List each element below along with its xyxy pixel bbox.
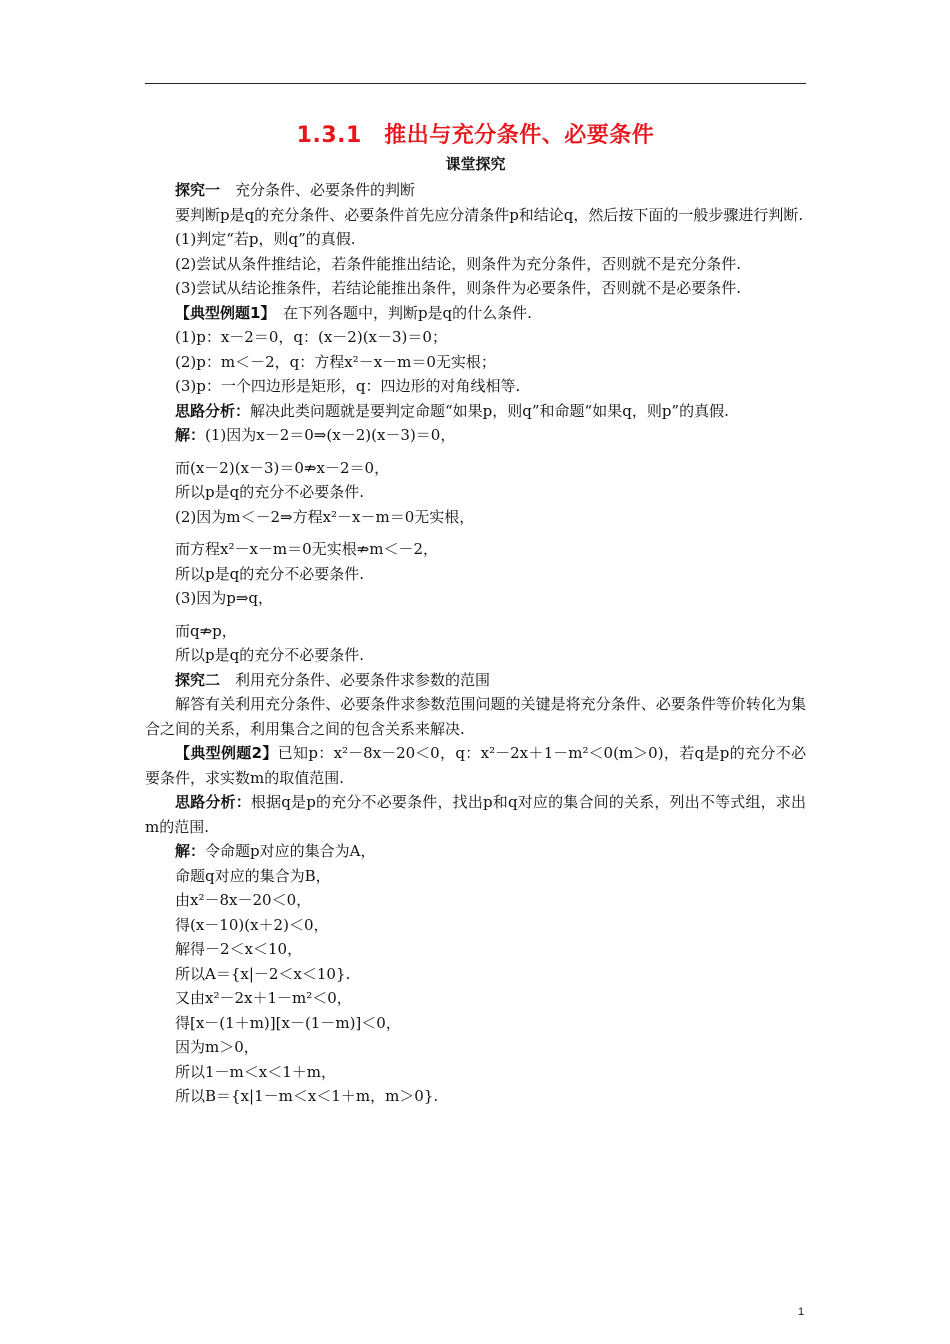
example-2-label: 【典型例题2】 [175, 744, 278, 762]
example-2-text: 已知p：x²－8x－20＜0，q：x²－2x＋1－m²＜0(m＞0)，若q是p的充分不必要条件，求实数m的取值范围. [145, 744, 806, 787]
example-1-solution-line: 所以p是q的充分不必要条件. [175, 564, 364, 583]
example-1-item: (1)p：x－2＝0，q：(x－2)(x－3)＝0； [175, 328, 447, 346]
solution-text: 令命题p对应的集合为A， [205, 842, 376, 860]
section-1-step: (1)判定“若p，则q”的真假. [175, 230, 356, 248]
example-1-solution-line: 所以p是q的充分不必要条件. [175, 646, 364, 664]
example-2-solution-line: 所以B＝{x|1－m＜x＜1＋m，m＞0}. [175, 1087, 439, 1105]
section-1-heading [145, 178, 806, 203]
document-body [145, 178, 806, 1109]
example-1-item: (2)p：m＜－2，q：方程x²－x－m＝0无实根； [175, 352, 496, 371]
example-1-item: (3)p：一个四边形是矩形，q：四边形的对角线相等. [175, 377, 521, 395]
page-title: 1.3.1 推出与充分条件、必要条件 [296, 123, 655, 148]
example-2-solution-line: 所以1－m＜x＜1＋m， [175, 1062, 336, 1081]
example-1-text: 在下列各题中，判断p是q的什么条件. [267, 303, 532, 322]
solution-label: 解： [175, 842, 206, 860]
solution-label: 解： [175, 426, 206, 444]
example-2-solution-line: 因为m＞0， [175, 1038, 259, 1056]
example-2-solution-line: 命题q对应的集合为B， [175, 866, 331, 885]
solution-text: (1)因为x－2＝0⇒(x－2)(x－3)＝0， [205, 426, 456, 444]
header-rule [145, 83, 806, 84]
example-1-solution-line: 而(x－2)(x－3)＝0⇏x－2＝0， [175, 458, 390, 477]
section-2-heading-text: 利用充分条件、必要条件求参数的范围 [220, 670, 491, 689]
page-subtitle: 课堂探究 [445, 155, 506, 173]
section-1-step: (3)尝试从结论推条件，若结论能推出条件，则条件为必要条件，否则就不是必要条件. [175, 279, 742, 297]
example-2-solution-line: 得[x－(1＋m)][x－(1－m)]＜0， [175, 1013, 401, 1032]
section-1-step: (2)尝试从条件推结论，若条件能推出结论，则条件为充分条件，否则就不是充分条件. [175, 254, 742, 273]
example-1-heading [145, 301, 806, 326]
example-1-analysis [145, 399, 806, 424]
example-2-solution-line: 得(x－10)(x＋2)＜0， [175, 915, 329, 934]
section-1-intro: 要判断p是q的充分条件、必要条件首先应分清条件p和结论q，然后按下面的一般步骤进行判断. [175, 205, 804, 224]
example-2-analysis [145, 790, 806, 839]
section-1-label: 探究一 [175, 181, 221, 199]
section-2-label: 探究二 [175, 670, 221, 689]
example-2-heading [145, 741, 806, 790]
example-2-solution-line: 又由x²－2x＋1－m²＜0， [175, 989, 352, 1007]
example-2-solution-line [145, 839, 806, 864]
analysis-text: 解决此类问题就是要判定命题“如果p，则q”和命题“如果q，则p”的真假. [250, 401, 729, 420]
page-number: 1 [798, 1306, 805, 1318]
section-1-heading-text: 充分条件、必要条件的判断 [220, 181, 416, 199]
example-2-solution-line: 所以A＝{x|－2＜x＜10}. [175, 964, 351, 983]
example-1-solution-line: 而q⇏p， [175, 621, 237, 640]
example-2-solution-line: 由x²－8x－20＜0， [175, 891, 312, 909]
example-1-solution-line: (2)因为m＜－2⇒方程x²－x－m＝0无实根， [175, 507, 475, 526]
example-1-solution-line [145, 423, 806, 448]
example-1-label: 【典型例题1】 [175, 303, 268, 322]
analysis-label: 思路分析： [175, 401, 251, 420]
example-1-solution-line: 而方程x²－x－m＝0无实根⇏m＜－2， [175, 540, 439, 558]
example-2-solution-line: 解得－2＜x＜10， [175, 940, 303, 958]
analysis-label: 思路分析： [175, 793, 251, 811]
section-2-heading [145, 668, 806, 693]
example-1-solution-line: (3)因为p⇒q， [175, 589, 274, 607]
example-1-solution-line: 所以p是q的充分不必要条件. [175, 483, 364, 501]
analysis-text: 根据q是p的充分不必要条件，找出p和q对应的集合间的关系，列出不等式组，求出m的范围. [145, 793, 806, 836]
section-2-intro: 解答有关利用充分条件、必要条件求参数范围问题的关键是将充分条件、必要条件等价转化为集合之间的关系，利用集合之间的包含关系来解决. [145, 695, 806, 738]
